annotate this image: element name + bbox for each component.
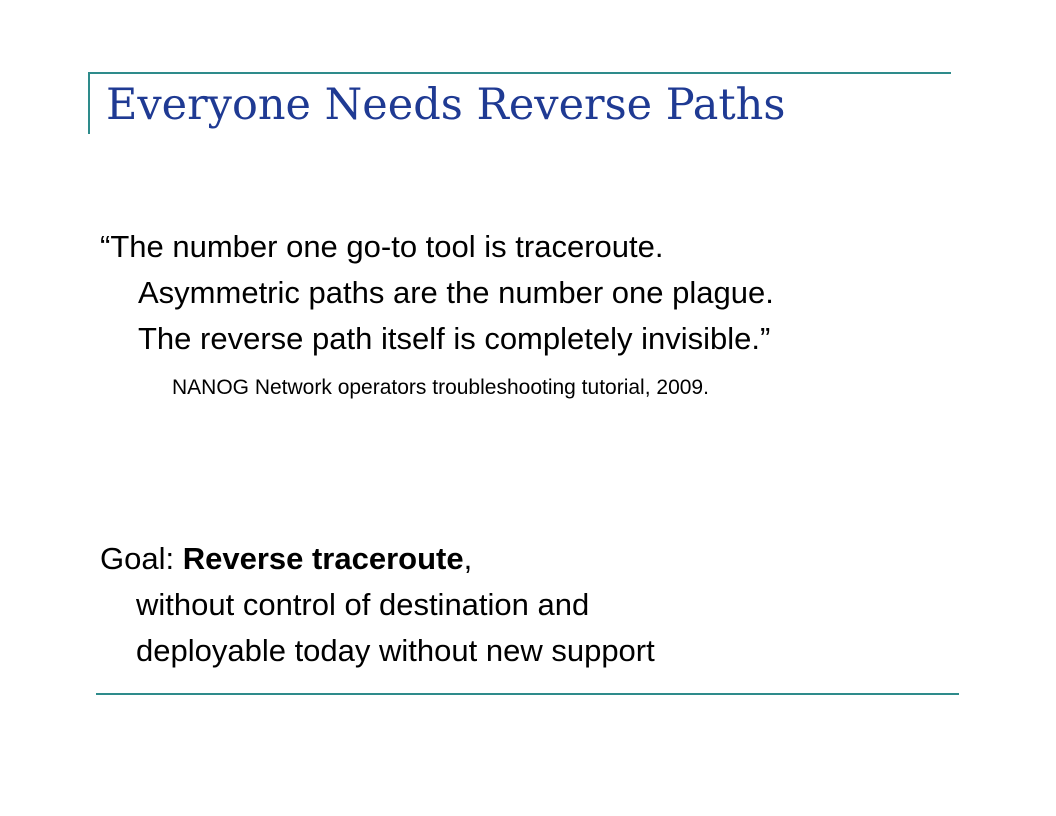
title-rule-vertical [88,72,90,134]
goal-line-1 [100,536,980,582]
title-rule-horizontal [88,72,951,74]
bottom-rule [96,693,959,695]
goal-suffix: , [463,541,473,576]
quote-line-2: Asymmetric paths are the number one plague. [138,275,774,310]
goal-line-2: without control of destination and [136,587,590,622]
goal-block [100,536,980,674]
quote-line-3: The reverse path itself is completely invisible.” [138,321,771,356]
quote-block [100,224,980,362]
goal-emphasis: Reverse traceroute [182,541,464,576]
slide-title: Everyone Needs Reverse Paths [106,80,786,130]
goal-line-3: deployable today without new support [136,633,655,668]
goal-prefix: Goal: [100,541,183,576]
quote-citation: NANOG Network operators troubleshooting tutorial, 2009. [172,376,709,399]
quote-line-1: “The number one go-to tool is traceroute. [100,229,664,264]
